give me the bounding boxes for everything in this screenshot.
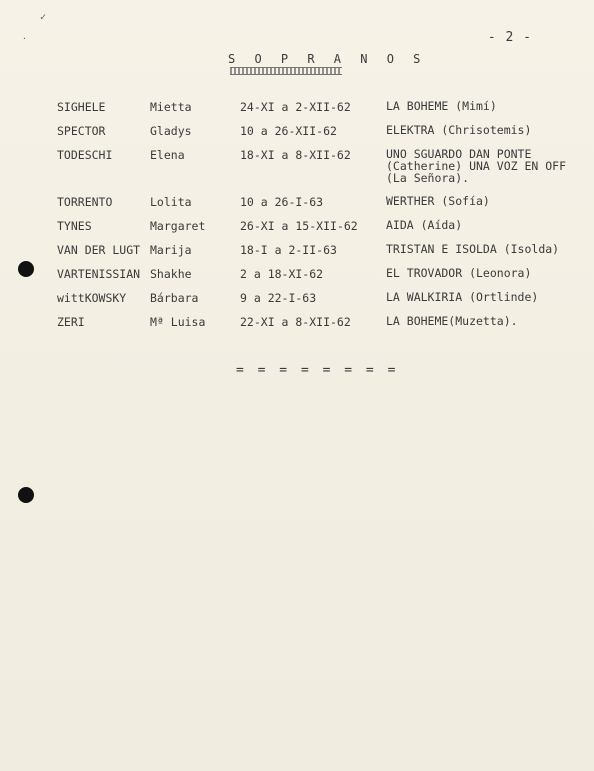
first-name: Marija xyxy=(150,243,192,257)
first-name: Mietta xyxy=(150,100,192,114)
punch-hole xyxy=(18,261,34,277)
dates: 18-XI a 8-XII-62 xyxy=(240,148,351,162)
role: TRISTAN E ISOLDA (Isolda) xyxy=(386,242,560,256)
heading-underline xyxy=(230,67,342,75)
section-heading: S O P R A N O S xyxy=(228,52,427,66)
dates: 2 a 18-XI-62 xyxy=(240,267,324,281)
dates: 10 a 26-I-63 xyxy=(240,195,324,209)
surname: TORRENTO xyxy=(57,195,113,209)
role: EL TROVADOR (Leonora) xyxy=(386,266,532,280)
surname: VAN DER LUGT xyxy=(57,243,141,257)
surname: SIGHELE xyxy=(57,100,106,114)
role: AIDA (Aída) xyxy=(386,218,463,232)
dates: 26-XI a 15-XII-62 xyxy=(240,219,358,233)
closing-divider: = = = = = = = = xyxy=(236,363,399,378)
dates: 10 a 26-XII-62 xyxy=(240,124,337,138)
role: WERTHER (Sofía) xyxy=(386,194,490,208)
surname: ZERI xyxy=(57,315,85,329)
first-name: Shakhe xyxy=(150,267,192,281)
dates: 18-I a 2-II-63 xyxy=(240,243,337,257)
first-name: Elena xyxy=(150,148,185,162)
pen-dot: · xyxy=(22,34,27,43)
page-number: - 2 - xyxy=(487,30,532,45)
pen-mark: ✓ xyxy=(40,12,47,23)
role: LA BOHEME(Muzetta). xyxy=(386,314,518,328)
surname: VARTENISSIAN xyxy=(57,267,141,281)
role: ELEKTRA (Chrisotemis) xyxy=(386,123,532,137)
dates: 9 a 22-I-63 xyxy=(240,291,317,305)
first-name: Mª Luisa xyxy=(150,315,206,329)
first-name: Bárbara xyxy=(150,291,199,305)
first-name: Lolita xyxy=(150,195,192,209)
role: UNO SGUARDO DAN PONTE (Catherine) UNA VOZ EN OFF (La Señora). xyxy=(386,147,567,185)
role: LA WALKIRIA (Ortlinde) xyxy=(386,290,539,304)
surname: TYNES xyxy=(57,219,92,233)
dates: 22-XI a 8-XII-62 xyxy=(240,315,351,329)
role: LA BOHEME (Mimí) xyxy=(386,99,497,113)
first-name: Gladys xyxy=(150,124,192,138)
surname: SPECTOR xyxy=(57,124,106,138)
surname: wittKOWSKY xyxy=(57,291,127,305)
first-name: Margaret xyxy=(150,219,206,233)
punch-hole xyxy=(18,487,34,503)
surname: TODESCHI xyxy=(57,148,113,162)
dates: 24-XI a 2-XII-62 xyxy=(240,100,351,114)
